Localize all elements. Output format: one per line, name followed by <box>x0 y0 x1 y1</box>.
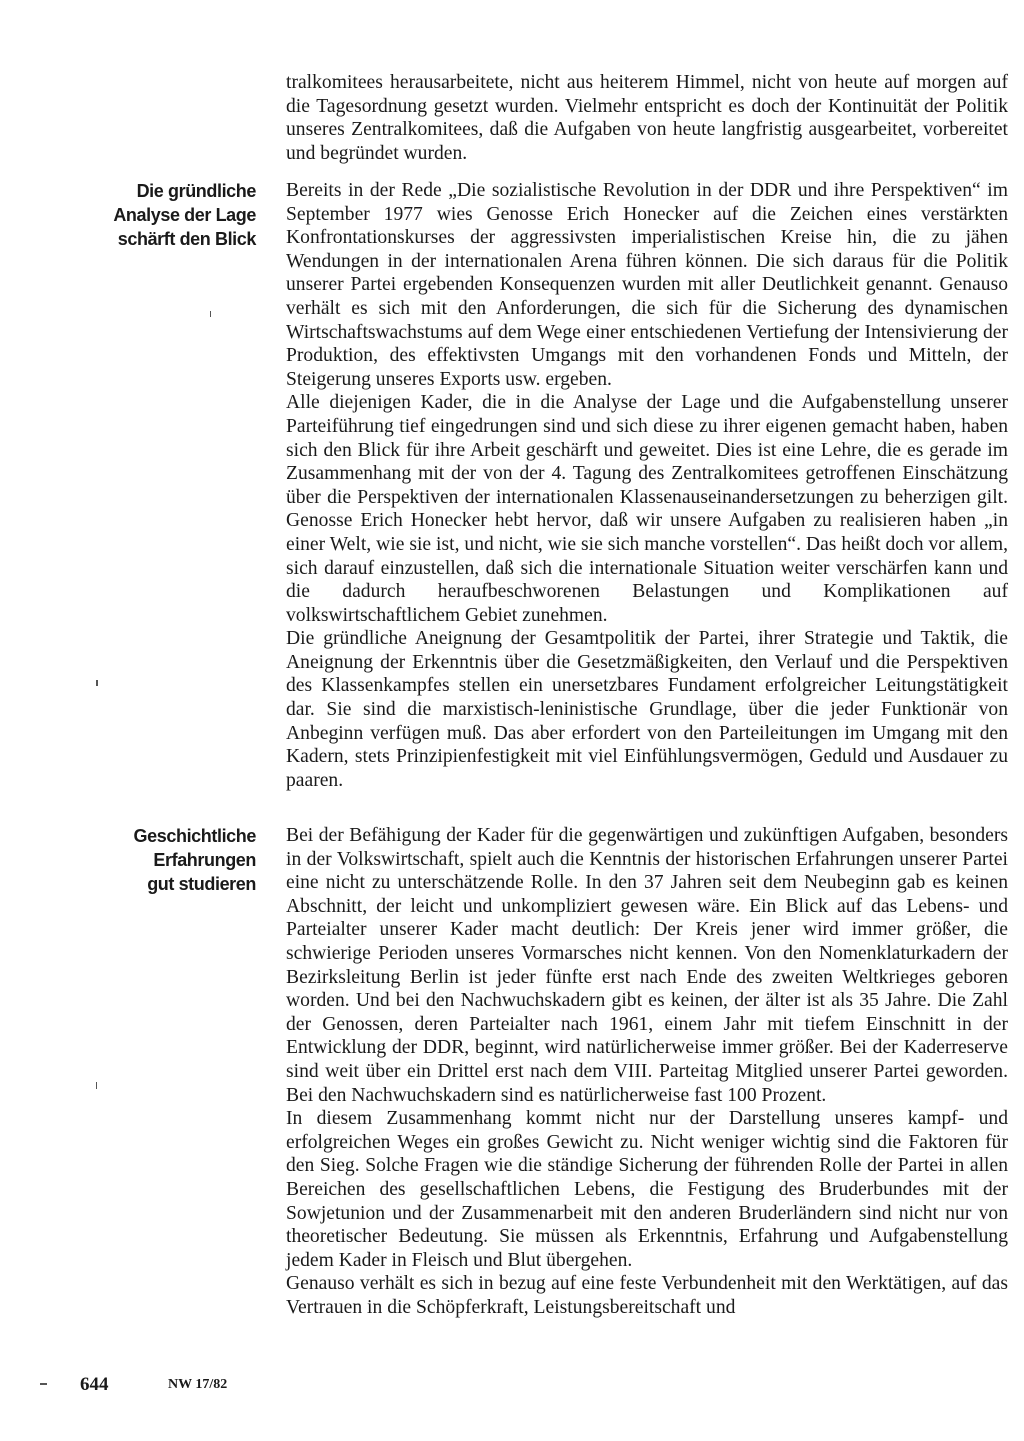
heading-line: schärft den Blick <box>117 229 256 249</box>
scan-speck <box>96 680 98 686</box>
section1-paragraph: Bereits in der Rede „Die sozialistische Revolution in der DDR und ihre Perspektiven“ im September 1977 wies Genosse Erich Honecker auf die Zeichen eines verstärkten Konfrontationskurses der aggressivsten imperialistischen Kreise hin, die zu jähen Wendungen in der internationalen Arena führen können. Die sich daraus für die Politik unserer Partei ergebenden Konsequenzen wurden mit aller Deutlichkeit genannt. Genauso verhält es sich mit den Anforderungen, die sich für die Sicherung des dynamischen Wirtschaftswachstums auf dem Wege einer entschiedenen Vertiefung der Intensivierung der Produktion, des effektivsten Umgangs mit den vorhandenen Fonds und Mitteln, der Steigerung unseres Exports usw. ergeben. <box>286 180 1008 390</box>
issue-label: NW 17/82 <box>168 1377 228 1392</box>
section1-heading <box>92 179 256 251</box>
heading-line: Die gründliche <box>136 181 256 201</box>
section1-body <box>286 179 1008 792</box>
section2-paragraph: Bei der Befähigung der Kader für die gegenwärtigen und zukünftigen Aufgaben, besonders in der Volkswirtschaft, spielt auch die Kenntnis der historischen Erfahrungen unserer Partei eine nicht zu unterschätzende Rolle. In den 37 Jahren seit dem Neubeginn gab es keinen Abschnitt, der leicht und unkompliziert gewesen wäre. Ein Blick auf das Lebens- und Parteialter unserer Kader macht deutlich: Der Kreis jener wird immer größer, die schwierige Perioden unseres Vormarsches nicht kennen. Von den Nomenklaturkadern der Bezirksleitung Berlin ist jeder fünfte erst nach Ende des zweiten Weltkrieges geboren worden. Und bei den Nachwuchskadern gibt es keinen, der älter ist als 35 Jahre. Die Zahl der Genossen, deren Parteialter nach 1961, einem Jahr mit tiefem Einschnitt in der Entwicklung der DDR, beginnt, wird natürlicherweise immer größer. Bei der Kaderreserve sind weit über ein Drittel erst nach dem VIII. Parteitag Mitglied unserer Partei geworden. Bei den Nachwuchskadern sind es natürlicherweise fast 100 Prozent. <box>286 825 1008 1106</box>
section1-paragraph: Die gründliche Aneignung der Gesamtpolitik der Partei, ihrer Strategie und Taktik, die Aneignung der Erkenntnis über die Gesetzmäßigkeiten, den Verlauf und die Perspektiven des Klassenkampfes stellen ein unersetzbares Fundament erfolgreicher Leitungstätigkeit dar. Sie sind die marxistisch-leninistische Grundlage, über die jeder Funktionär von Anbeginn verfügen muß. Das aber erfordert von den Parteileitungen im Umgang mit den Kadern, stets Prinzipienfestigkeit mit viel Einfühlungsvermögen, Geduld und Ausdauer zu paaren. <box>286 628 1008 791</box>
intro-paragraph: tralkomitees herausarbeitete, nicht aus heiterem Himmel, nicht von heute auf morgen auf die Tagesordnung gesetzt wurden. Vielmehr entspricht es doch der Kontinuität der Politik unseres Zentralkomitees, daß die Aufgaben von heute langfristig ausgearbeitet, vorbereitet und begründet wurden. <box>286 72 1008 164</box>
heading-line: Analyse der Lage <box>113 205 256 225</box>
scan-speck <box>40 1383 47 1385</box>
heading-line: gut studieren <box>147 874 256 894</box>
section2-paragraph: Genauso verhält es sich in bezug auf eine feste Verbundenheit mit den Werktätigen, auf das Vertrauen in die Schöpferkraft, Leistungsbereitschaft und <box>286 1273 1008 1318</box>
section2-paragraph: In diesem Zusammenhang kommt nicht nur der Darstellung unseres kampf- und erfolgreichen Weges ein großes Gewicht zu. Nicht weniger wichtig sind die Faktoren für den Sieg. Solche Fragen wie die ständige Sicherung der führenden Rolle der Partei in allen Bereichen des gesellschaftlichen Lebens, die Festigung des Bruderbundes mit der Sowjetunion und der Zusammenarbeit mit den anderen Bruderländern sind nicht nur von theoretischer Bedeutung. Sie müssen als Erkenntnis, Erfahrung und Aufgabenstellung jedem Kader in Fleisch und Blut übergehen. <box>286 1108 1008 1271</box>
scan-speck <box>210 311 211 317</box>
section1-paragraph: Alle diejenigen Kader, die in die Analyse der Lage und die Aufgabenstellung unserer Parteiführung tief eingedrungen sind und sich diese zu ihrer eigenen gemacht haben, haben sich den Blick für ihre Arbeit geschärft und geweitet. Dies ist eine Lehre, die es gerade im Zusammenhang mit der von der 4. Tagung des Zentralkomitees getroffenen Einschätzung über die Perspektiven der internationalen Klassenauseinandersetzungen zu beherzigen gilt. Genosse Erich Honecker hebt hervor, daß wir unsere Aufgaben zu realisieren haben „in einer Welt, wie sie ist, und nicht, wie sie sich manche vorstellen“. Das heißt doch vor allem, sich darauf einzustellen, daß sich die internationale Situation weiter verschärfen kann und die dadurch heraufbeschworenen Belastungen und Komplikationen auf volkswirtschaftlichem Gebiet zunehmen. <box>286 392 1008 626</box>
heading-line: Geschichtliche <box>133 826 256 846</box>
section2-heading <box>92 824 256 896</box>
heading-line: Erfahrungen <box>153 850 256 870</box>
intro-block <box>286 71 1008 165</box>
section2-body <box>286 824 1008 1319</box>
page-number: 644 <box>80 1374 109 1395</box>
scan-speck <box>96 1082 97 1089</box>
